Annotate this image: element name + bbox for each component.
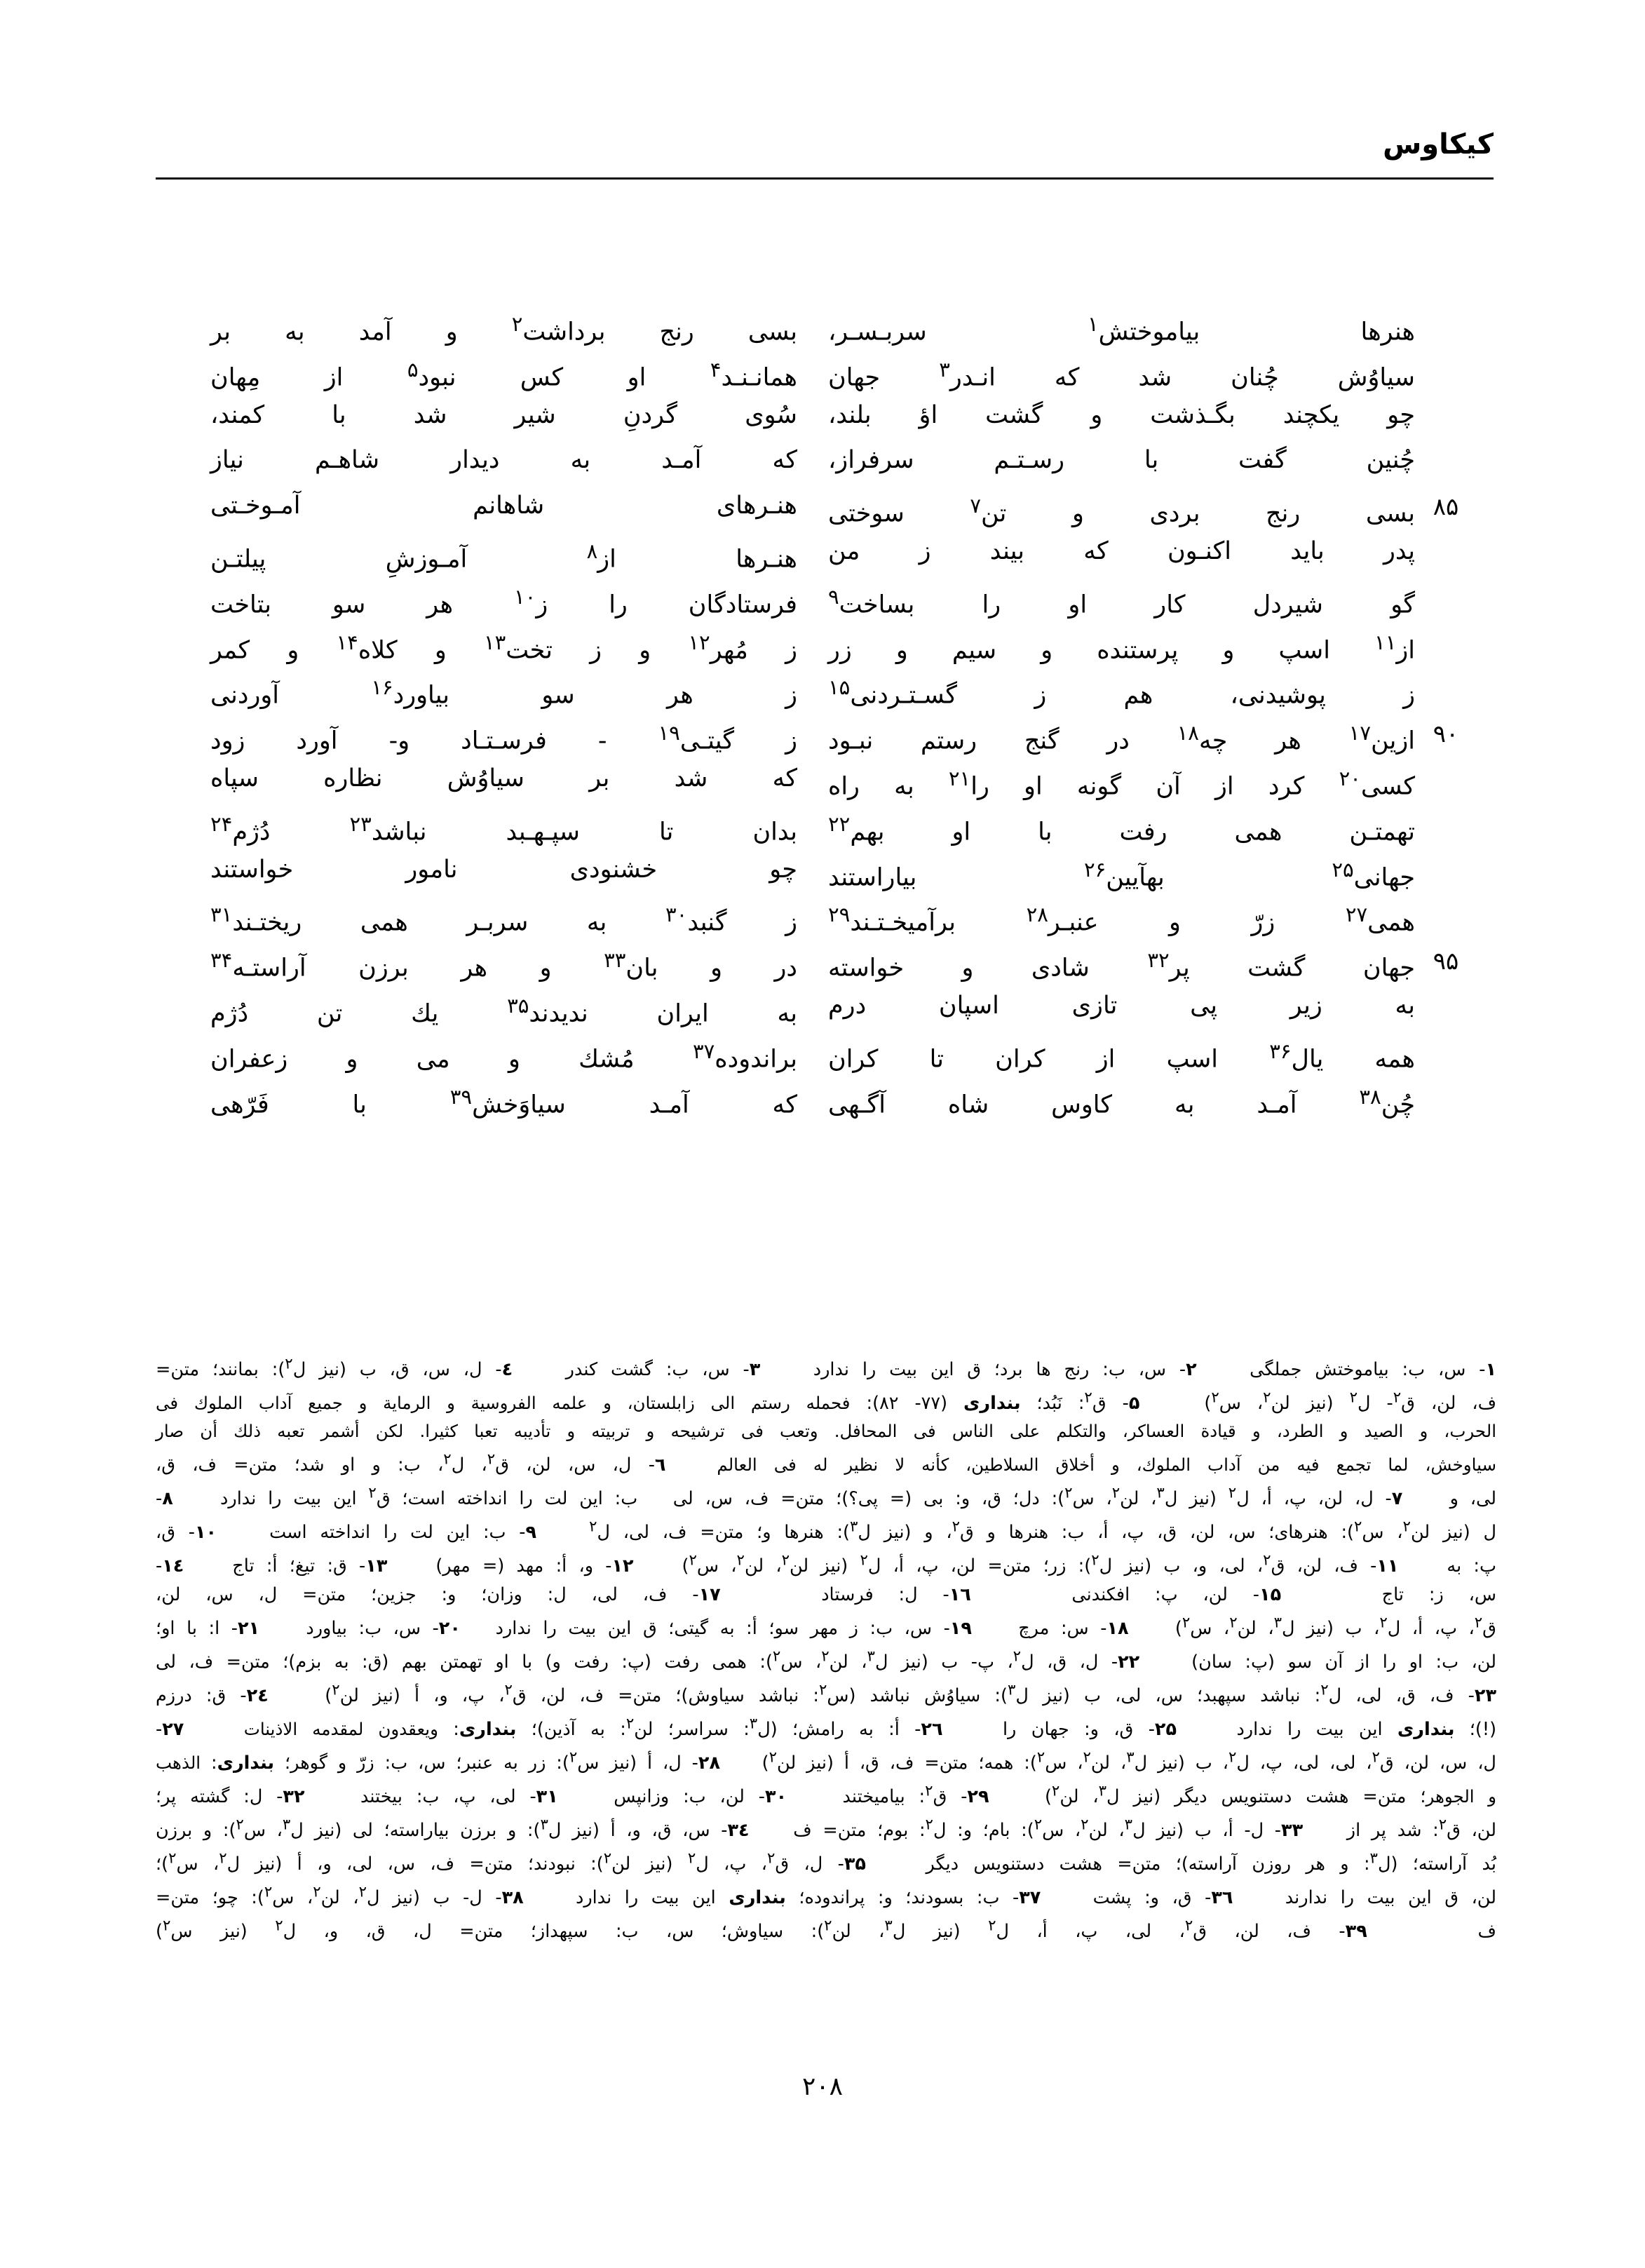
hemistich-first: سیاوُش چُنان شد که انـدر$^۳$ جهان [828,357,1415,392]
verse-number [1415,756,1477,757]
verse-block [210,302,1477,1119]
hemistich-second: ز گیتـی$^{۱۹}$ - فرسـتـاد و- آورد زود [210,721,797,755]
apparatus-line: لن، ب: او را از آن سو (پ: سان) ۲۲- ل، ق، ل$^۲$، پ- ب (نیز ل$^۳$، لن$^۲$، س$^۲$): همی رفت (پ: رفت و) با او تهمتن بهم (ق: به بزم)؛ متن= ف، لی [156,1647,1496,1673]
running-head [154,130,1494,180]
verse-couplet [210,938,1477,983]
apparatus-line: پ: به ۱۱- ف، لن، ق$^۲$، لی، و، ب (نیز ل$^۲$): زر؛ متن= لن، پ، أ، ل$^۲$ (نیز لن$^۲$، لن$^۲$، س$^۲$) ۱۲- و، أ: مهد (= مهر) ۱۳- ق: تیغ؛ أ: تاج ۱٤- [156,1551,1497,1577]
apparatus-line: ل، س، لن، ق$^۲$، لی، لی، پ، ل$^۲$، ب (نیز ل$^۳$، لن$^۲$، س$^۲$): همه؛ متن= ف، ق، أ (نیز لن$^۲$) ۲۸- ل، أ (نیز س$^۲$): زر به عنبر؛ س، ب: زرّ و گوهر؛ بنداری: الذهب [156,1748,1496,1774]
verse-couplet [210,756,1477,802]
verse-number: ۹۵ [1433,947,1459,976]
verse-number [1415,393,1477,394]
verse-number: ۹۰ [1433,720,1459,749]
hemistich-second: که شد بر سیاوُش نظاره سپاه [210,764,797,792]
verse-couplet [210,802,1477,847]
hemistich-first: ز پوشیدنی، هم ز گسـتـردنی$^{۱۵}$ [828,675,1415,710]
apparatus-line: لن، ق این بیت را ندارند ۳٦- ق، و: پشت ۳۷- ب: بسودند؛ و: پراندوده؛ بنداری این بیت را ندارد ۳۸- ل- ب (نیز ل$^۲$، لن$^۲$، س$^۲$): چو؛ متن= [156,1883,1496,1908]
verse-number [1415,574,1477,576]
hemistich-second: هنـرهای شاهانم آمـوخـتی [210,492,797,520]
hemistich-first: ازین$^{۱۷}$ هر چه$^{۱۸}$ در گنج رستم نبـود [828,721,1415,755]
verse-couplet [210,483,1477,529]
critical-apparatus [156,1350,1496,1945]
hemistich-first: چُنین گفت با رسـتـم سرفراز، [828,446,1415,475]
hemistich-first: پدر باید اکنـون که بیند ز من [828,536,1415,565]
verse-number [1415,620,1477,621]
apparatus-line: و الجوهر؛ متن= هشت دستنویس دیگر (نیز ل$^۳$، لن$^۲$) ۲۹- ق$^۲$: بیامیختند ۳۰- لن، ب: وزانپس ۳۱- لی، پ، ب: بیختند ۳۲- ل: گشته پر؛ [156,1782,1496,1807]
hemistich-second: فرستادگان را ز$^{۱۰}$ هر سو بتاخت [210,584,797,619]
verse-couplet [210,529,1477,574]
hemistich-second: در و بان$^{۳۳}$ و هر برزن آراستـه$^{۳۴}$ [210,948,798,983]
hemistich-second: که آمـد سیاوَخش$^{۳۹}$ با فَرّهی [210,1084,797,1119]
header-rule [156,177,1494,180]
apparatus-line: لن، ق$^۲$: شد پر از ۳۳- ل- أ، ب (نیز ل$^۳$، لن$^۲$، س$^۲$): بام؛ و: ل$^۲$: بوم؛ متن= ف ۳٤- س، ق، و، أ (نیز ل$^۳$): و برزن بیاراسته؛ لی (نیز ل$^۳$، س$^۲$): و برزن [156,1816,1496,1841]
verse-couplet [210,983,1477,1029]
hemistich-second: که آمـد به دیدار شاهـم نیاز [210,446,797,475]
verse-number [1415,892,1477,893]
verse-number [1415,302,1477,303]
apparatus-line: لی، و ۷- ل، لن، پ، أ، ل$^۲$ (نیز ل$^۳$، لن$^۲$، س$^۲$): دل؛ ق، و: بی (= پی؟)؛ متن= ف، س، لی ب: این لت را انداخته است؛ ق$^۲$ این بیت را ندارد ۸- [156,1484,1496,1509]
verse-couplet [210,347,1477,393]
folio-number: ۲۰۸ [801,2072,843,2101]
apparatus-line: ۱- س، ب: بیاموختش جملگی ۲- س، ب: رنج ها برد؛ ق این بیت را ندارد ۳- س، ب: گشت کندر ٤- ل، س، ق، ب (نیز ل$^۲$): بمانند؛ متن= [156,1355,1497,1380]
verse-couplet [210,665,1477,710]
verse-couplet [210,892,1477,938]
hemistich-first: تهمتـن همی رفت با او بهم$^{۲۲}$ [828,811,1415,846]
hemistich-first: بسی رنج بردی و تن$^۷$ سوختی [828,494,1416,528]
hemistich-first: چُن$^{۳۸}$ آمـد به کاوس شاه آگـهی [828,1084,1415,1119]
hemistich-first: چو یکچند بگـذشت و گشت اؤ بلند، [828,400,1415,429]
hemistich-second: بسی رنج برداشت$^۲$ و آمد به بر [210,312,797,346]
hemistich-first: به زیر پی تازی اسپان درم [828,991,1415,1020]
apparatus-line: ف، لن، ق$^۲$- ل$^۲$ (نیز لن$^۲$، س$^۲$) ۵- ق$^۲$: نَبُد؛ بنداری (۷۷- ۸۲): فحمله رستم الی زابلستان، و علمه الفروسیة و الرمایة و جمیع آداب الملوك فی [156,1389,1497,1414]
verse-couplet [210,620,1477,666]
apparatus-line: الحرب، و الصید و الطرد، و قیادة العساکر، والتکلم علی الناس فی المحافل. وتعب فی ترشیحه و تربیته و تأدیبه تعبا کثیرا. لکن أشمر تعبه ذلك أن صار [156,1421,1496,1441]
hemistich-second: ز گنبد$^{۳۰}$ به سربـر همی ریختـند$^{۳۱}$ [210,903,797,938]
verse-number [1415,529,1477,530]
verse-number [1415,1074,1477,1076]
verse-couplet [210,393,1477,438]
hemistich-first: همه یال$^{۳۶}$ اسپ از کران تا کران [828,1039,1415,1074]
verse-couplet [210,710,1477,756]
hemistich-second: چو خشنودی نامور خواستند [210,855,797,884]
hemistich-first: از$^{۱۱}$ اسپ و پرستنده و سیم و زر [828,630,1415,665]
apparatus-line: (!)؛ بنداری این بیت را ندارد ۲۵- ق، و: جهان را ۲٦- أ: به رامش؛ (ل$^۳$: سراسر؛ لن$^۲$: به آذین)؛ بنداری: ویعقدون لمقدمه الاذینات ۲۷- [156,1715,1497,1740]
verse-couplet [210,1029,1477,1074]
hemistich-first: گو شیردل کار او را بساخت$^۹$ [828,584,1415,619]
verse-couplet [210,438,1477,483]
apparatus-line: ل (نیز لن$^۲$، س$^۲$): هنرهای؛ س، لن، ق، پ، أ، ب: هنرها و ق$^۲$، و (نیز ل$^۳$): هنرها و؛ متن= ف، لی، ل$^۲$ ۹- ب: این لت را انداخته است ۱۰- ق، [156,1518,1496,1543]
hemistich-first: جهان گشت پر$^{۳۲}$ شادی و خواسته [828,948,1415,983]
verse-number: ۸۵ [1433,493,1459,522]
hemistich-second: براندوده$^{۳۷}$ مُشك و می و زعفران [210,1039,797,1074]
verse-number [1415,438,1477,439]
verse-number [1415,847,1477,849]
hemistich-second: سُوی گردنِ شیر شد با کمند، [210,400,797,429]
verse-number [1415,665,1477,666]
verse-number [1415,802,1477,803]
hemistich-first: هنرها بیاموختش$^۱$ سربـسـر، [828,312,1415,346]
hemistich-first: همی$^{۲۷}$ زرّ و عنبـر$^{۲۸}$ برآمیخـتـند$^{۲۹}$ [828,903,1416,938]
verse-number [1415,347,1477,349]
apparatus-line: ق$^۲$، پ، أ، ل$^۲$، ب (نیز ل$^۳$، لن$^۲$، س$^۲$) ۱۸- س: مرچ ۱۹- س، ب: ز مهر سو؛ أ: به گیتی؛ ق این بیت را ندارد ۲۰- س، ب: بیاورد ۲۱- ا: با او؛ [156,1614,1496,1639]
apparatus-line: ۲۳- ف، ق، لی، ل$^۲$: نباشد سپهبد؛ س، لی، ب (نیز ل$^۳$): سیاوُش نباشد (س$^۲$: نباشد سیاوش)؛ متن= ف، لن، ق$^۲$، پ، و، أ (نیز لن$^۲$) ۲٤- ق: درزم [156,1681,1497,1706]
verse-couplet [210,574,1477,620]
hemistich-second: ز هر سو بیاورد$^{۱۶}$ آوردنی [210,675,798,710]
hemistich-second: هنـرها از$^۸$ آمـوزشِ پیلتـن [210,539,797,574]
apparatus-line: بُد آراسته؛ (ل$^۳$: و هر روزن آراسته)؛ متن= هشت دستنویس دیگر ۳۵- ل، ق$^۲$، پ، ل$^۲$ (نیز لن$^۲$): نبودند؛ متن= ف، س، لی، و، أ (نیز ل$^۲$، س$^۲$)؛ [156,1849,1496,1875]
hemistich-first: جهانی$^{۲۵}$ بهآیین$^{۲۶}$ بیاراستند [828,857,1415,892]
running-head-title: کیکاوس [1383,128,1494,161]
apparatus-line: س، ز: تاج ۱۵- لن، پ: افکندنی ۱٦- ل: فرستاد ۱۷- ف، لی، ل: وزان؛ و: جزین؛ متن= ل، س، لن، [156,1584,1497,1605]
verse-couplet [210,302,1477,347]
verse-couplet [210,847,1477,893]
hemistich-second: به ایران ندیدند$^{۳۵}$ یك تن دُژم [210,993,797,1028]
hemistich-second: همانـنـد$^۴$ او کس نبود$^۵$ از مِهان [210,357,797,392]
apparatus-line: ف ۳۹- ف، لن، ق$^۲$، لی، پ، أ، ل$^۲$ (نیز ل$^۳$، لن$^۲$): سیاوش؛ س، ب: سپهداز؛ متن= ل، ق، و، ل$^۲$ (نیز س$^۲$) [156,1917,1496,1942]
verse-number [1415,1029,1477,1030]
verse-couplet [210,1074,1477,1120]
hemistich-second: بدان تا سپـهـبد نباشد$^{۲۳}$ دُژم$^{۲۴}$ [210,811,797,846]
apparatus-line: سیاوخش، لما تجمع فیه من آداب الملوك، و أخلاق السلاطین، کأنه لا نظیر له فی العالم ٦- ل، س، لن، ق$^۲$، ل$^۲$، ب: و او شد؛ متن= ف، ق، [156,1450,1496,1476]
verse-number [1415,983,1477,985]
hemistich-second: ز مُهر$^{۱۲}$ و ز تخت$^{۱۳}$ و کلاه$^{۱۴}$ و کمر [210,630,797,665]
hemistich-first: کسی$^{۲۰}$ کرد از آن گونه او را$^{۲۱}$ به راه [828,766,1415,801]
